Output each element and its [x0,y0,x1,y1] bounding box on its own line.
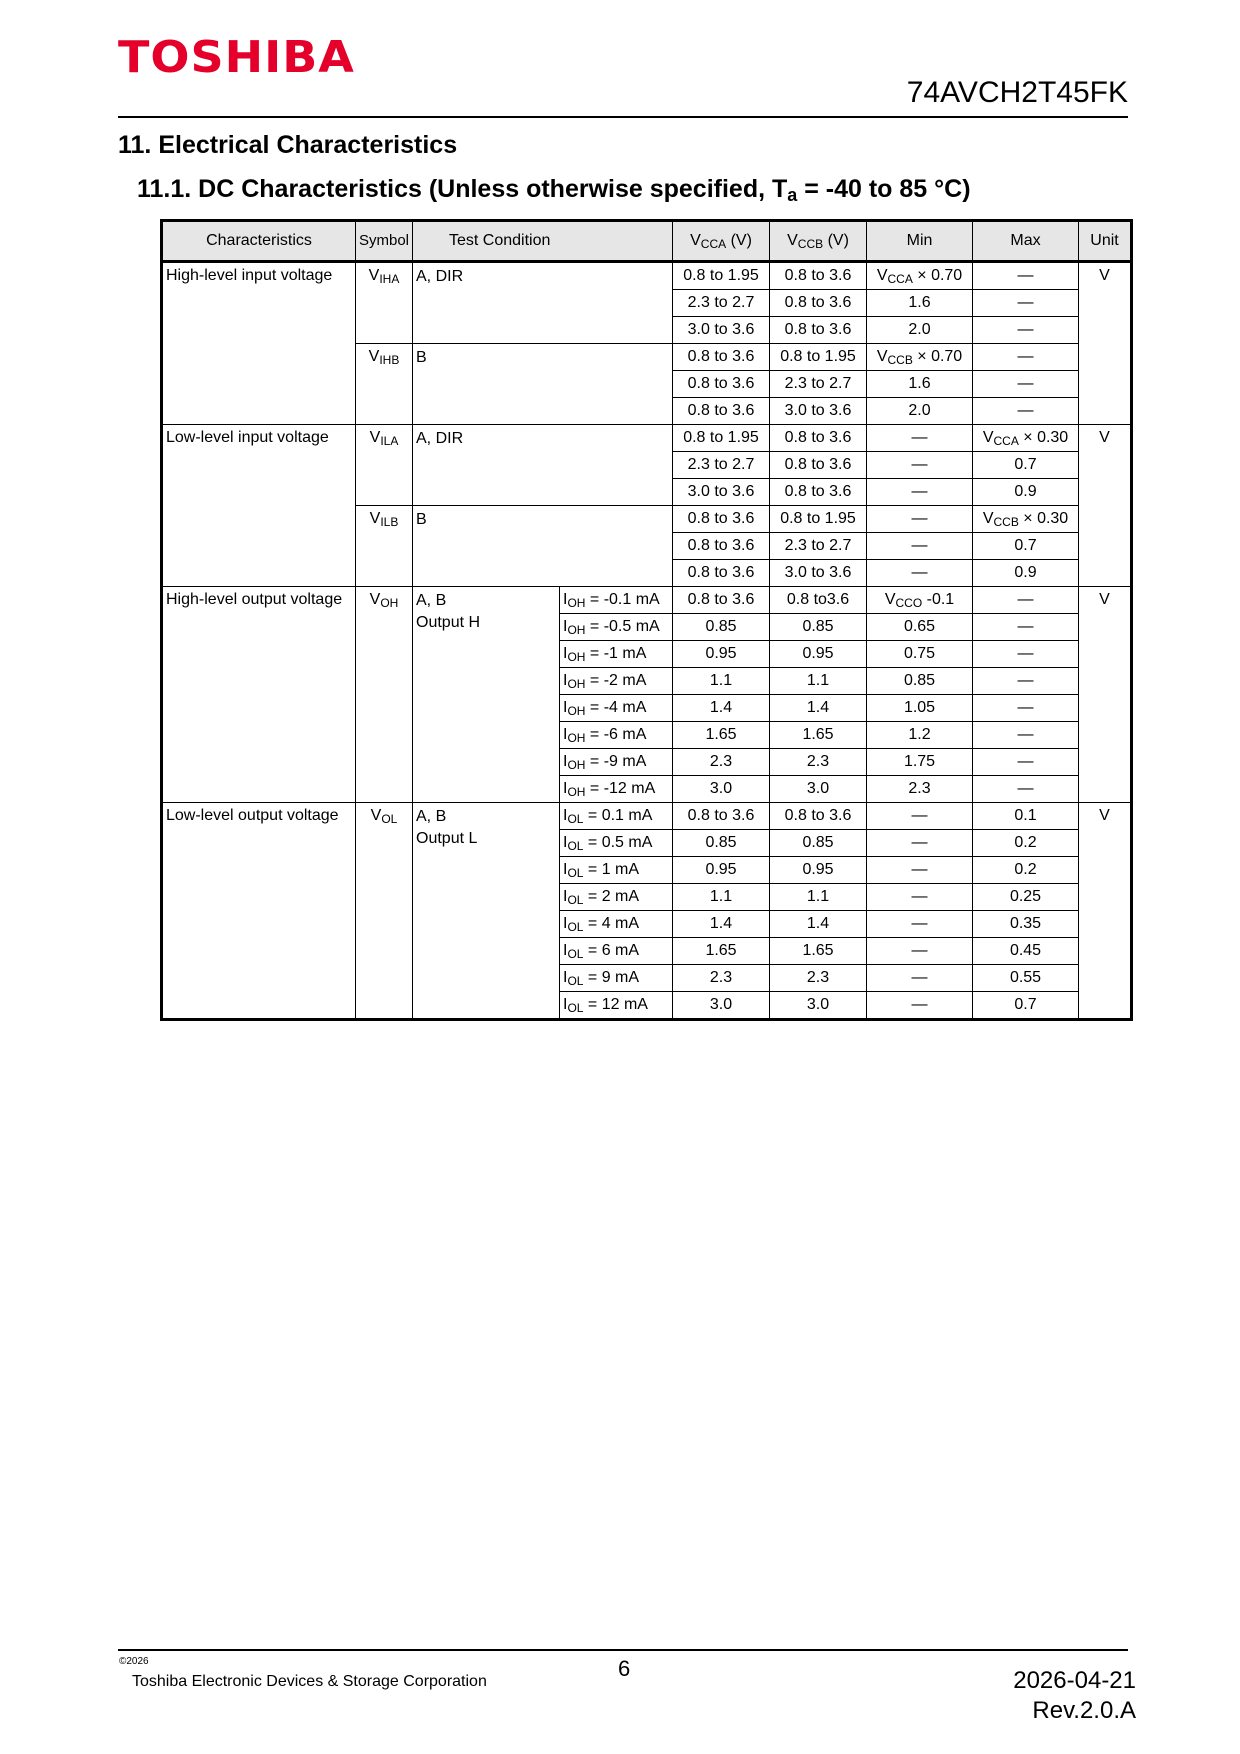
test-condition-cell [413,803,560,1020]
vccb-cell: 0.8 to3.6 [770,587,867,614]
symbol-cell: $V_{OH}$ [356,587,413,803]
min-cell: 2.0 [867,317,973,344]
vcca-cell: 0.8 to 3.6 [673,398,770,425]
max-cell: — [973,641,1079,668]
max-cell: 0.9 [973,560,1079,587]
vccb-cell: 0.8 to 3.6 [770,452,867,479]
header-vcca: $V_{CCA}$ (V) [673,221,770,262]
section-subtitle: 11.1. DC Characteristics (Unless otherwise specified, $T_a = -40$ to 85 °C) [137,175,971,205]
vcca-cell: 2.3 to 2.7 [673,290,770,317]
header-max: Max [973,221,1079,262]
section-title: 11. Electrical Characteristics [118,131,458,159]
min-cell: 2.3 [867,776,973,803]
header-test-condition: Test Condition [413,221,673,262]
vccb-cell: 0.8 to 1.95 [770,344,867,371]
min-cell: — [867,533,973,560]
table-row [162,803,1132,830]
current-condition-cell: $I_{OH} = -1$ mA [560,641,673,668]
vccb-cell: 1.4 [770,911,867,938]
max-cell: 0.1 [973,803,1079,830]
max-cell: 0.7 [973,452,1079,479]
vcca-cell: 0.85 [673,614,770,641]
vcca-cell: 0.8 to 1.95 [673,262,770,290]
min-cell: — [867,506,973,533]
min-cell: — [867,884,973,911]
vccb-cell: 3.0 to 3.6 [770,398,867,425]
max-cell: — [973,668,1079,695]
vcca-cell: 1.1 [673,884,770,911]
header-min: Min [867,221,973,262]
vccb-cell: 3.0 [770,992,867,1020]
table-row [162,262,1132,290]
min-cell: — [867,911,973,938]
max-cell: 0.2 [973,830,1079,857]
vccb-cell: 1.65 [770,938,867,965]
vccb-cell: 0.85 [770,830,867,857]
vcca-cell: 2.3 to 2.7 [673,452,770,479]
unit-cell: V [1079,587,1132,803]
symbol-cell: $V_{ILB}$ [356,506,413,587]
test-condition-line: A, B [416,808,447,825]
max-cell: 0.55 [973,965,1079,992]
vcca-cell: 0.8 to 3.6 [673,560,770,587]
max-cell: 0.7 [973,992,1079,1020]
current-condition-cell: $I_{OL} = 6$ mA [560,938,673,965]
copyright: ©2026 [119,1656,149,1667]
vccb-cell: 2.3 to 2.7 [770,533,867,560]
min-cell: 1.6 [867,290,973,317]
max-cell: — [973,749,1079,776]
symbol-cell: $V_{IHA}$ [356,262,413,344]
min-cell: 0.65 [867,614,973,641]
vccb-cell: 2.3 [770,749,867,776]
vcca-cell: 0.95 [673,641,770,668]
vcca-cell: 0.85 [673,830,770,857]
vcca-cell: 1.65 [673,938,770,965]
min-cell: 2.0 [867,398,973,425]
max-cell: — [973,344,1079,371]
vcca-cell: 0.8 to 3.6 [673,587,770,614]
max-cell: 0.45 [973,938,1079,965]
current-condition-cell: $I_{OH} = -9$ mA [560,749,673,776]
header-unit: Unit [1079,221,1132,262]
min-cell: — [867,965,973,992]
max-cell: — [973,587,1079,614]
document-date: 2026-04-21 [1013,1667,1136,1694]
current-condition-cell: $I_{OH} = -6$ mA [560,722,673,749]
characteristic-cell: Low-level output voltage [162,803,356,1020]
vccb-cell: 2.3 to 2.7 [770,371,867,398]
test-condition-line: A, B [416,592,447,609]
min-cell: — [867,425,973,452]
vcca-cell: 3.0 to 3.6 [673,317,770,344]
vccb-cell: 1.4 [770,695,867,722]
test-condition-cell [413,587,560,803]
characteristic-cell: High-level input voltage [162,262,356,425]
vccb-cell: 0.8 to 3.6 [770,317,867,344]
test-condition-line: A, DIR [416,268,464,285]
min-cell: — [867,938,973,965]
vcca-cell: 3.0 [673,776,770,803]
min-cell: $V_{CCA} \times 0.70$ [867,262,973,290]
max-cell: $V_{CCA} \times 0.30$ [973,425,1079,452]
characteristic-cell: Low-level input voltage [162,425,356,587]
vccb-cell: 1.1 [770,668,867,695]
current-condition-cell: $I_{OH} = -12$ mA [560,776,673,803]
header-characteristics: Characteristics [162,221,356,262]
vcca-cell: 0.95 [673,857,770,884]
max-cell: 0.7 [973,533,1079,560]
vcca-cell: 0.8 to 3.6 [673,803,770,830]
min-cell: — [867,992,973,1020]
max-cell: — [973,317,1079,344]
test-condition-line: Output L [416,830,478,847]
vcca-cell: 0.8 to 3.6 [673,344,770,371]
vcca-cell: 3.0 [673,992,770,1020]
test-condition-cell [413,344,673,425]
current-condition-cell: $I_{OH} = -2$ mA [560,668,673,695]
table-row [162,587,1132,614]
current-condition-cell: $I_{OH} = -4$ mA [560,695,673,722]
test-condition-line: B [416,349,427,366]
max-cell: 0.25 [973,884,1079,911]
vcca-cell: 0.8 to 1.95 [673,425,770,452]
test-condition-line: A, DIR [416,430,464,447]
current-condition-cell: $I_{OL} = 1$ mA [560,857,673,884]
max-cell: — [973,398,1079,425]
test-condition-cell [413,506,673,587]
table-header-row [162,221,1132,262]
test-condition-line: B [416,511,427,528]
vccb-cell: 0.8 to 3.6 [770,262,867,290]
footer-rule [118,1649,1128,1651]
max-cell: — [973,722,1079,749]
page-number: 6 [618,1656,631,1681]
vccb-cell: 3.0 [770,776,867,803]
header-symbol: Symbol [356,221,413,262]
unit-cell: V [1079,262,1132,425]
current-condition-cell: $I_{OL} = 9$ mA [560,965,673,992]
min-cell: 0.75 [867,641,973,668]
min-cell: — [867,452,973,479]
vccb-cell: 0.8 to 3.6 [770,425,867,452]
vcca-cell: 0.8 to 3.6 [673,371,770,398]
company-name: Toshiba Electronic Devices & Storage Corporation [132,1673,487,1690]
min-cell: — [867,830,973,857]
min-cell: $V_{CCO}$ -0.1 [867,587,973,614]
vcca-cell: 0.8 to 3.6 [673,506,770,533]
vccb-cell: 0.8 to 3.6 [770,479,867,506]
min-cell: 1.05 [867,695,973,722]
vcca-cell: 1.4 [673,911,770,938]
vcca-cell: 1.4 [673,695,770,722]
vccb-cell: 2.3 [770,965,867,992]
min-cell: $V_{CCB} \times 0.70$ [867,344,973,371]
symbol-cell: $V_{ILA}$ [356,425,413,506]
min-cell: 1.6 [867,371,973,398]
max-cell: 0.2 [973,857,1079,884]
part-number: 74AVCH2T45FK [906,76,1128,109]
vccb-cell: 0.8 to 3.6 [770,803,867,830]
vcca-cell: 2.3 [673,965,770,992]
min-cell: — [867,560,973,587]
header-vccb: $V_{CCB}$ (V) [770,221,867,262]
test-condition-cell [413,425,673,506]
vcca-cell: 0.8 to 3.6 [673,533,770,560]
vcca-cell: 3.0 to 3.6 [673,479,770,506]
toshiba-logo: TOSHIBA [118,31,355,83]
max-cell: — [973,290,1079,317]
vccb-cell: 0.95 [770,857,867,884]
unit-cell: V [1079,803,1132,1020]
symbol-cell: $V_{OL}$ [356,803,413,1020]
max-cell: — [973,262,1079,290]
current-condition-cell: $I_{OL} = 0.5$ mA [560,830,673,857]
current-condition-cell: $I_{OL} = 0.1$ mA [560,803,673,830]
current-condition-cell: $I_{OH} = -0.1$ mA [560,587,673,614]
max-cell: $V_{CCB} \times 0.30$ [973,506,1079,533]
max-cell: 0.9 [973,479,1079,506]
table-body [162,262,1132,1020]
table-row [162,425,1132,452]
current-condition-cell: $I_{OL} = 4$ mA [560,911,673,938]
vccb-cell: 0.8 to 3.6 [770,290,867,317]
vcca-cell: 1.1 [673,668,770,695]
vccb-cell: 0.95 [770,641,867,668]
vccb-cell: 3.0 to 3.6 [770,560,867,587]
vccb-cell: 0.8 to 1.95 [770,506,867,533]
vccb-cell: 1.65 [770,722,867,749]
max-cell: — [973,614,1079,641]
symbol-cell: $V_{IHB}$ [356,344,413,425]
max-cell: — [973,776,1079,803]
max-cell: 0.35 [973,911,1079,938]
max-cell: — [973,371,1079,398]
vccb-cell: 0.85 [770,614,867,641]
min-cell: 1.2 [867,722,973,749]
document-revision: Rev.2.0.A [1032,1697,1136,1724]
unit-cell: V [1079,425,1132,587]
vccb-cell: 1.1 [770,884,867,911]
vcca-cell: 2.3 [673,749,770,776]
vcca-cell: 1.65 [673,722,770,749]
min-cell: — [867,803,973,830]
min-cell: 0.85 [867,668,973,695]
characteristic-cell: High-level output voltage [162,587,356,803]
test-condition-cell [413,262,673,344]
max-cell: — [973,695,1079,722]
min-cell: — [867,857,973,884]
current-condition-cell: $I_{OL} = 2$ mA [560,884,673,911]
dc-characteristics-table [160,219,1133,1021]
header-rule [118,116,1128,118]
test-condition-line: Output H [416,614,481,631]
current-condition-cell: $I_{OL} = 12$ mA [560,992,673,1020]
current-condition-cell: $I_{OH} = -0.5$ mA [560,614,673,641]
min-cell: — [867,479,973,506]
min-cell: 1.75 [867,749,973,776]
